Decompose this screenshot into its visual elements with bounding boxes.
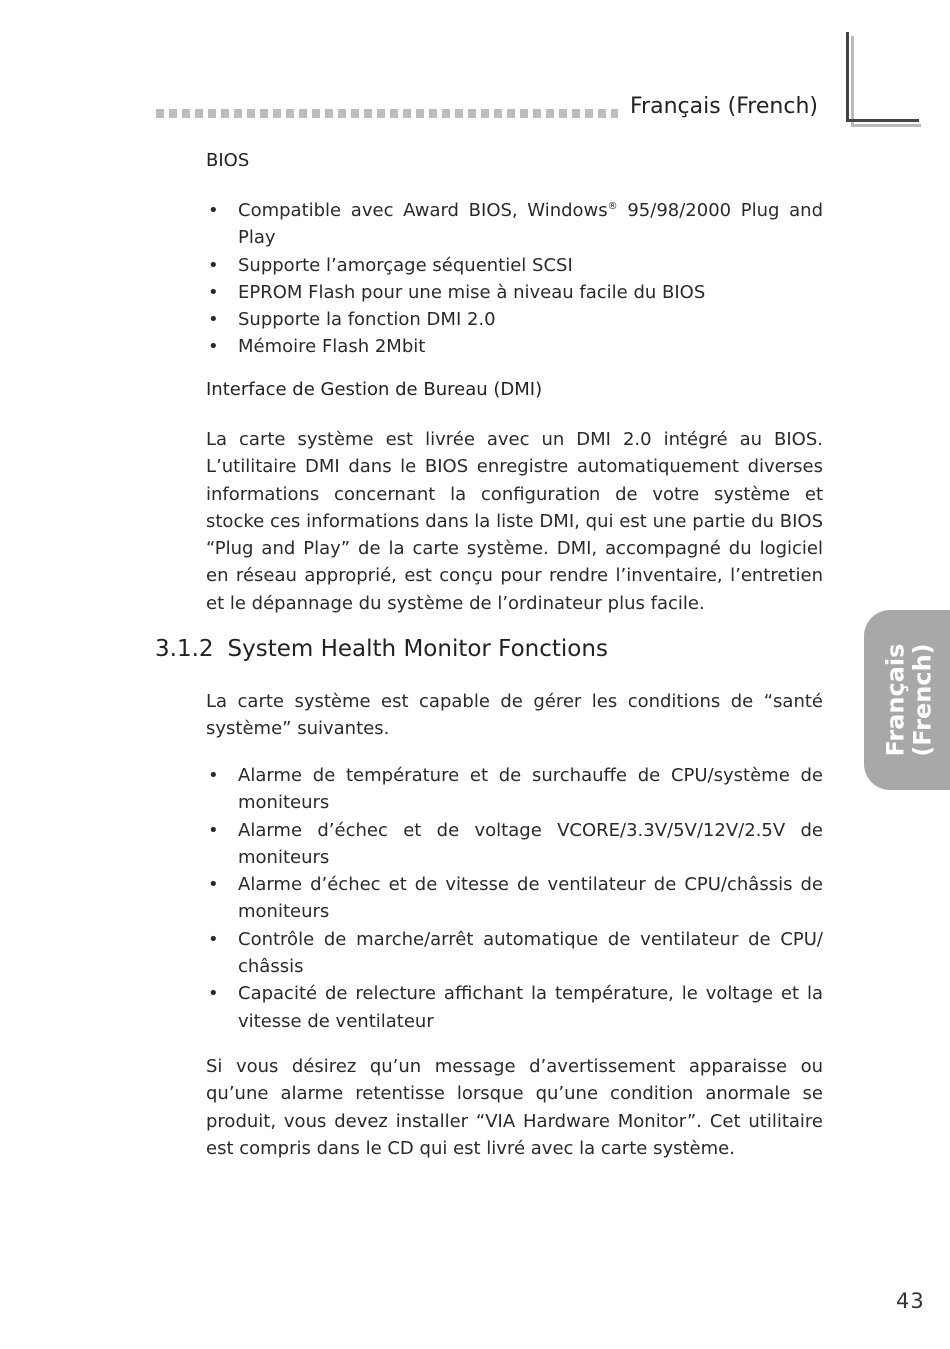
bullet-icon: • (208, 200, 219, 221)
list-item (206, 980, 823, 1035)
list-item-text: Alarme d’échec et de voltage VCORE/3.3V/5V/12V/2.5V de moniteurs (238, 819, 823, 868)
list-item-text: Compatible avec Award BIOS, Windows (238, 200, 608, 221)
bullet-icon: • (208, 928, 219, 950)
side-tab-line-1: Français (882, 643, 910, 757)
closing-paragraph: Si vous désirez qu’un message d’avertissement apparaisse ou qu’une alarme retentisse lorsque qu’une condition anormale se produit, vous devez installer “VIA Hardware Monitor”. Cet utilitaire est compris dans le CD qui est livré avec la carte système. (206, 1056, 823, 1159)
bullet-icon: • (208, 309, 219, 331)
section-title-text: System Health Monitor Fonctions (227, 636, 608, 662)
bios-heading: BIOS (206, 150, 250, 171)
bullet-icon: • (208, 281, 219, 303)
closing-block (206, 1053, 823, 1162)
corner-mark-shadow-vertical (851, 36, 854, 126)
bullet-icon: • (208, 765, 219, 786)
section-intro-block (206, 688, 823, 743)
corner-mark-horizontal (846, 119, 919, 122)
list-item-text: Alarme d’échec et de vitesse de ventilateur de CPU/châssis de moniteurs (238, 874, 823, 923)
list-item (206, 333, 823, 360)
corner-mark-vertical (846, 32, 849, 122)
list-item-text: 95/98/2000 Plug and Play (238, 200, 824, 249)
bullet-icon: • (208, 336, 219, 358)
list-item-text: Alarme de température et de surchauffe de CPU/système de moniteurs (238, 765, 823, 814)
list-item (206, 279, 823, 306)
header-dotted-rule (156, 109, 618, 118)
monitor-feature-list (206, 762, 823, 1035)
side-tab-text (864, 610, 950, 790)
list-item (206, 871, 823, 926)
language-side-tab (864, 610, 950, 790)
side-tab-label (883, 643, 937, 756)
list-item (206, 926, 823, 981)
list-item (206, 762, 823, 817)
bullet-icon: • (208, 874, 219, 896)
dmi-block (206, 426, 823, 617)
section-title (155, 636, 608, 662)
bios-feature-list (206, 197, 823, 361)
header-title: Français (French) (630, 94, 818, 119)
bullet-icon: • (208, 819, 219, 841)
page-number: 43 (896, 1289, 925, 1313)
list-item-text: Supporte la fonction DMI 2.0 (238, 309, 496, 331)
bullet-icon: • (208, 983, 219, 1005)
list-item-text: Contrôle de marche/arrêt automatique de ventilateur de CPU/ châssis (238, 928, 823, 978)
section-intro: La carte système est capable de gérer les conditions de “santé système” suivantes. (206, 691, 823, 740)
list-item (206, 252, 823, 279)
section-number: 3.1.2 (155, 636, 214, 662)
bios-list-block (206, 197, 823, 361)
monitor-list-block (206, 762, 823, 1035)
list-item (206, 817, 823, 872)
list-item (206, 306, 823, 333)
dmi-heading: Interface de Gestion de Bureau (DMI) (206, 379, 543, 400)
list-item (206, 197, 823, 252)
side-tab-line-2: (French) (909, 643, 937, 757)
dmi-paragraph: La carte système est livrée avec un DMI 2.0 intégré au BIOS. L’utilitaire DMI dans le BIOS enregistre automatiquement diverses informations concernant la configuration de votre système et stocke ces informations dans la liste DMI, qui est une partie du BIOS “Plug and Play” de la carte système. DMI, accompagné du logiciel en réseau approprié, est conçu pour rendre l’inventaire, l’entretien et le dépannage du système de l’ordinateur plus facile. (206, 429, 823, 614)
list-item-text: EPROM Flash pour une mise à niveau facile du BIOS (238, 281, 706, 303)
list-item-text: Capacité de relecture affichant la température, le voltage et la vitesse de ventilateur (238, 983, 823, 1032)
bullet-icon: • (208, 254, 219, 276)
corner-mark-shadow-horizontal (851, 124, 921, 127)
list-item-text: Supporte l’amorçage séquentiel SCSI (238, 254, 573, 276)
registered-mark: ® (607, 201, 618, 212)
list-item-text: Mémoire Flash 2Mbit (238, 336, 426, 358)
